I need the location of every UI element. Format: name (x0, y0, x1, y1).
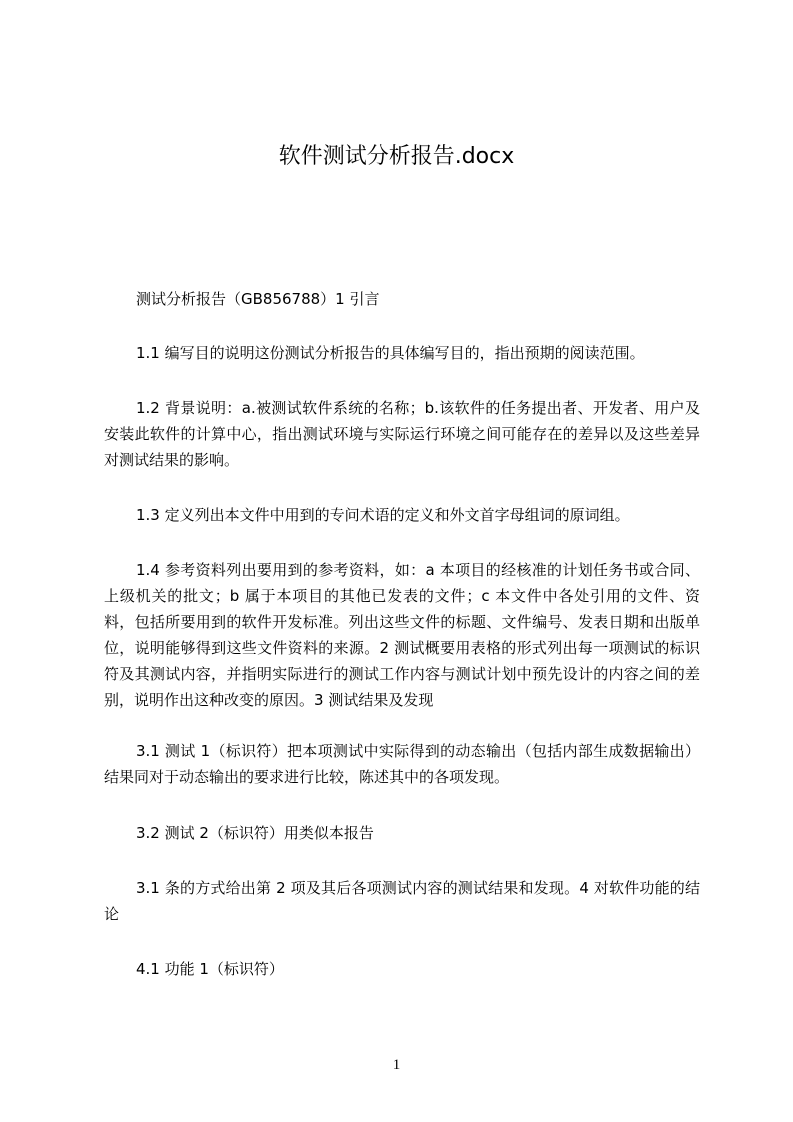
document-title: 软件测试分析报告.docx (278, 144, 515, 169)
paragraph-intro: 测试分析报告（GB856788）1 引言 (136, 290, 380, 308)
paragraph-function-1: 4.1 功能 1（标识符） (136, 960, 284, 978)
page-number: 1 (392, 1057, 401, 1073)
paragraph-definitions: 1.3 定义列出本文件中用到的专问术语的定义和外文首字母组词的原词组。 (136, 506, 630, 524)
paragraph-references: 1.4 参考资料列出要用到的参考资料，如：a 本项目的经核准的计划任务书或合同、上级机关的批文；b 属于本项目的其他已发表的文件；c 本文件中各处引用的文件、资料，包括所要用到的软件开发标准。列出这些文件的标题、文件编号、发表日期和出版单位，说明能够得到这些文件资料的来源。2 测试概要用表格的形式列出每一项测试的标识符及其测试内容，并指明实际进行的测试工作内容与测试计划中预先设计的内容之间的差别，说明作出这种改变的原因。3 测试结果及发现 (104, 561, 700, 709)
paragraph-purpose: 1.1 编写目的说明这份测试分析报告的具体编写目的，指出预期的阅读范围。 (136, 344, 645, 362)
paragraph-background: 1.2 背景说明：a.被测试软件系统的名称；b.该软件的任务提出者、开发者、用户及安装此软件的计算中心，指出测试环境与实际运行环境之间可能存在的差异以及这些差异对测试结果的影响。 (104, 399, 700, 469)
paragraph-test-2: 3.2 测试 2（标识符）用类似本报告 (136, 824, 374, 842)
paragraph-test-1: 3.1 测试 1（标识符）把本项测试中实际得到的动态输出（包括内部生成数据输出）结果同对于动态输出的要求进行比较，陈述其中的各项发现。 (104, 742, 700, 786)
paragraph-results-conclusion: 3.1 条的方式给出第 2 项及其后各项测试内容的测试结果和发现。4 对软件功能的结论 (104, 879, 700, 923)
